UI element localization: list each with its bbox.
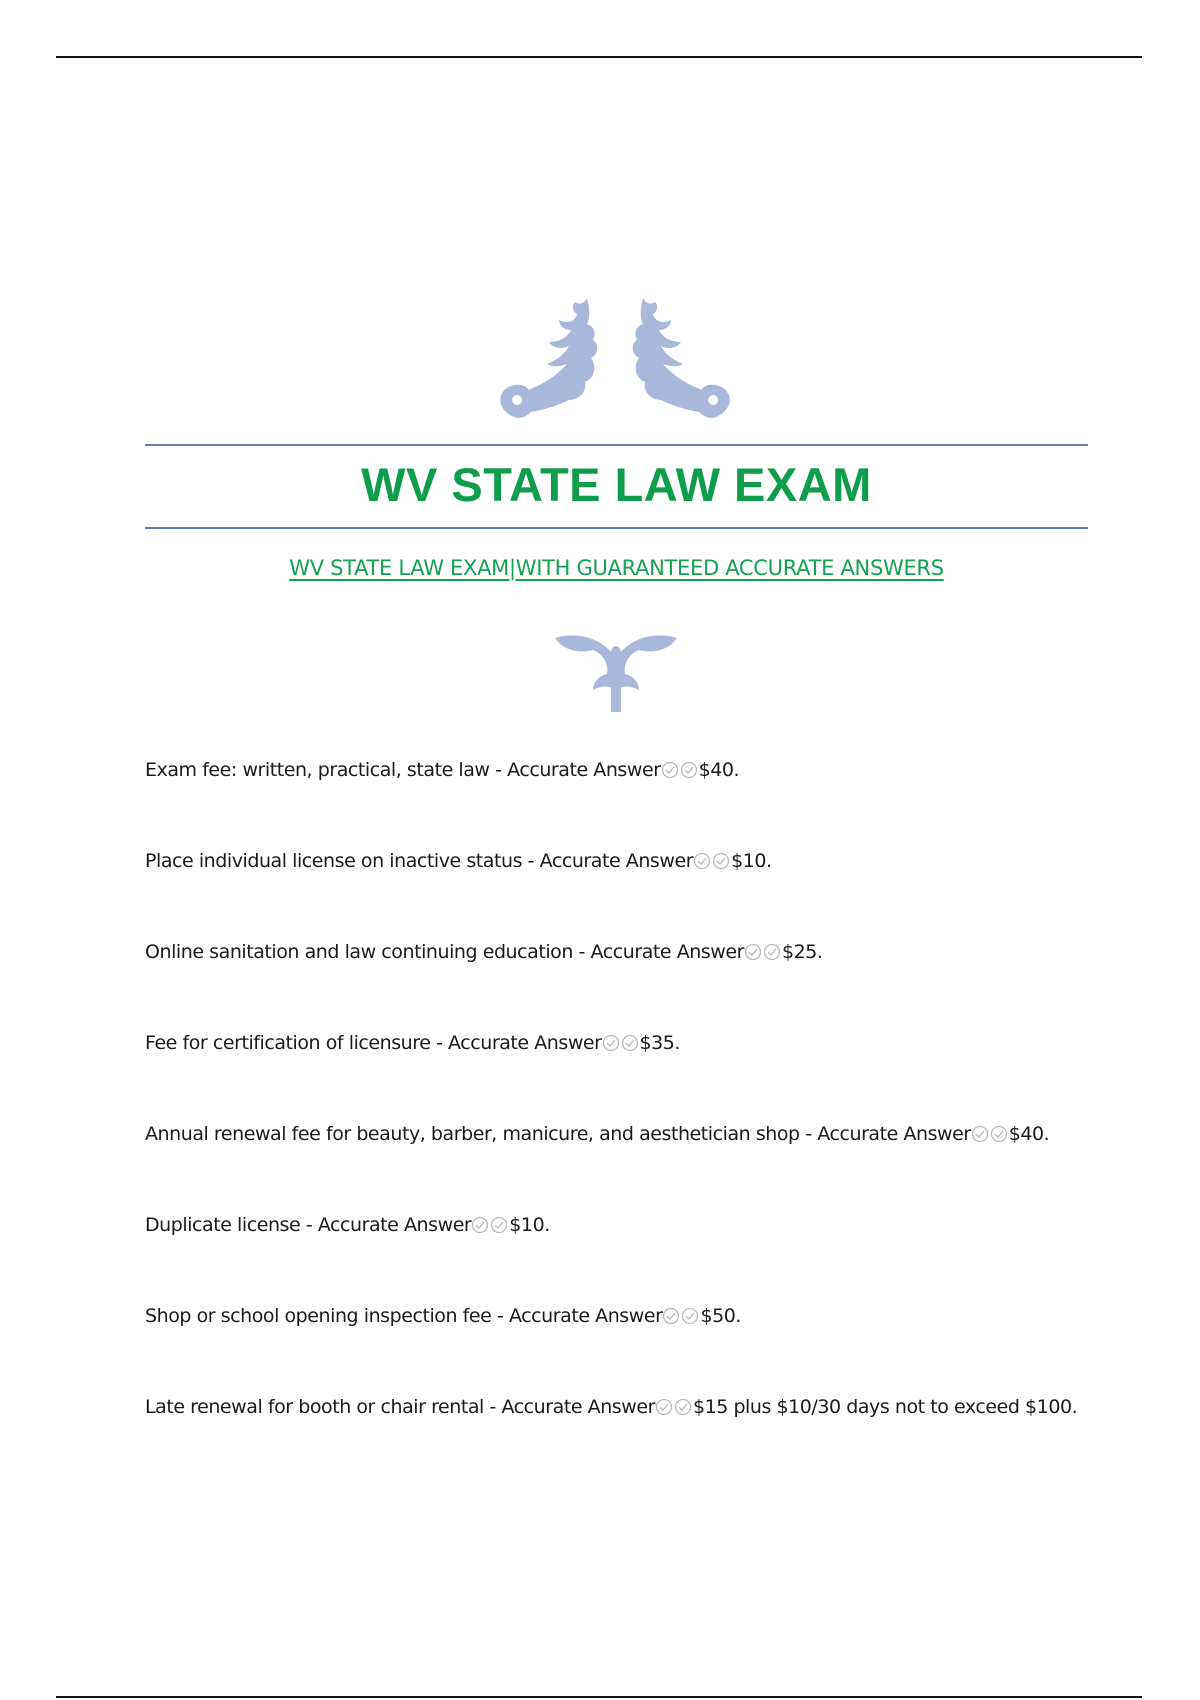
check-circle-icon [621,1034,639,1052]
qa-answer-label: Accurate Answer [539,850,694,872]
check-circle-icon [471,1216,489,1234]
check-circle-icon [674,1398,692,1416]
check-circle-icon [712,852,730,870]
check-circle-icon [763,943,781,961]
title-bottom-rule [145,527,1088,529]
check-circle-icon [655,1398,673,1416]
check-circle-icon [693,852,711,870]
qa-item: Exam fee: written, practical, state law - Accurate Answer $40. [145,759,740,781]
qa-question: Shop or school opening inspection fee [145,1305,492,1327]
qa-answer-label: Accurate Answer [590,941,744,963]
qa-answer: $40. [698,759,740,781]
check-circle-icon [662,1307,680,1325]
check-circle-icon [990,1125,1008,1143]
qa-question: Late renewal for booth or chair rental [145,1396,484,1418]
check-circle-icon [744,943,762,961]
qa-answer: $25. [782,941,823,963]
qa-answer: $50. [700,1305,741,1327]
qa-answer: $35. [639,1032,681,1054]
qa-answer-label: Accurate Answer [501,1396,655,1418]
document-title: WV STATE LAW EXAM [361,458,872,511]
question-answer-list [145,754,1125,1482]
title-top-rule [145,444,1088,446]
check-circle-icon [490,1216,508,1234]
floral-scroll-ornament [495,296,735,426]
qa-answer: $40. [1008,1123,1050,1145]
qa-question: Online sanitation and law continuing education [145,941,573,963]
qa-question: Exam fee: written, practical, state law [145,759,490,781]
qa-answer-label: Accurate Answer [448,1032,602,1054]
qa-question: Fee for certification of licensure [145,1032,431,1054]
qa-question: Duplicate license [145,1214,301,1236]
qa-item: Place individual license on inactive status - Accurate Answer $10. [145,850,772,872]
qa-answer: $10. [509,1214,550,1236]
check-circle-icon [680,761,698,779]
qa-item: Late renewal for booth or chair rental - Accurate Answer $15 plus $10/30 days not to exceed $100. [145,1396,1078,1418]
qa-answer-label: Accurate Answer [507,759,661,781]
check-circle-icon [681,1307,699,1325]
qa-answer: $15 plus $10/30 days not to exceed $100. [692,1396,1078,1418]
page-top-rule [56,56,1142,58]
qa-answer-label: Accurate Answer [508,1305,663,1327]
qa-answer: $10. [731,850,772,872]
floral-divider-ornament [553,630,679,714]
qa-item: Annual renewal fee for beauty, barber, manicure, and aesthetician shop - Accurate Answer $40. [145,1123,1050,1145]
qa-question: Annual renewal fee for beauty, barber, manicure, and aesthetician shop [145,1123,800,1145]
qa-question: Place individual license on inactive status [145,850,523,872]
check-circle-icon [661,761,679,779]
qa-item: Online sanitation and law continuing education - Accurate Answer $25. [145,941,823,963]
qa-item: Fee for certification of licensure - Accurate Answer $35. [145,1032,681,1054]
qa-item: Shop or school opening inspection fee - Accurate Answer $50. [145,1305,741,1327]
check-circle-icon [971,1125,989,1143]
qa-answer-label: Accurate Answer [317,1214,472,1236]
qa-answer-label: Accurate Answer [817,1123,971,1145]
document-subtitle: WV STATE LAW EXAM|WITH GUARANTEED ACCURATE ANSWERS [289,556,944,580]
check-circle-icon [602,1034,620,1052]
qa-item: Duplicate license - Accurate Answer $10. [145,1214,550,1236]
page-bottom-rule [56,1696,1142,1698]
